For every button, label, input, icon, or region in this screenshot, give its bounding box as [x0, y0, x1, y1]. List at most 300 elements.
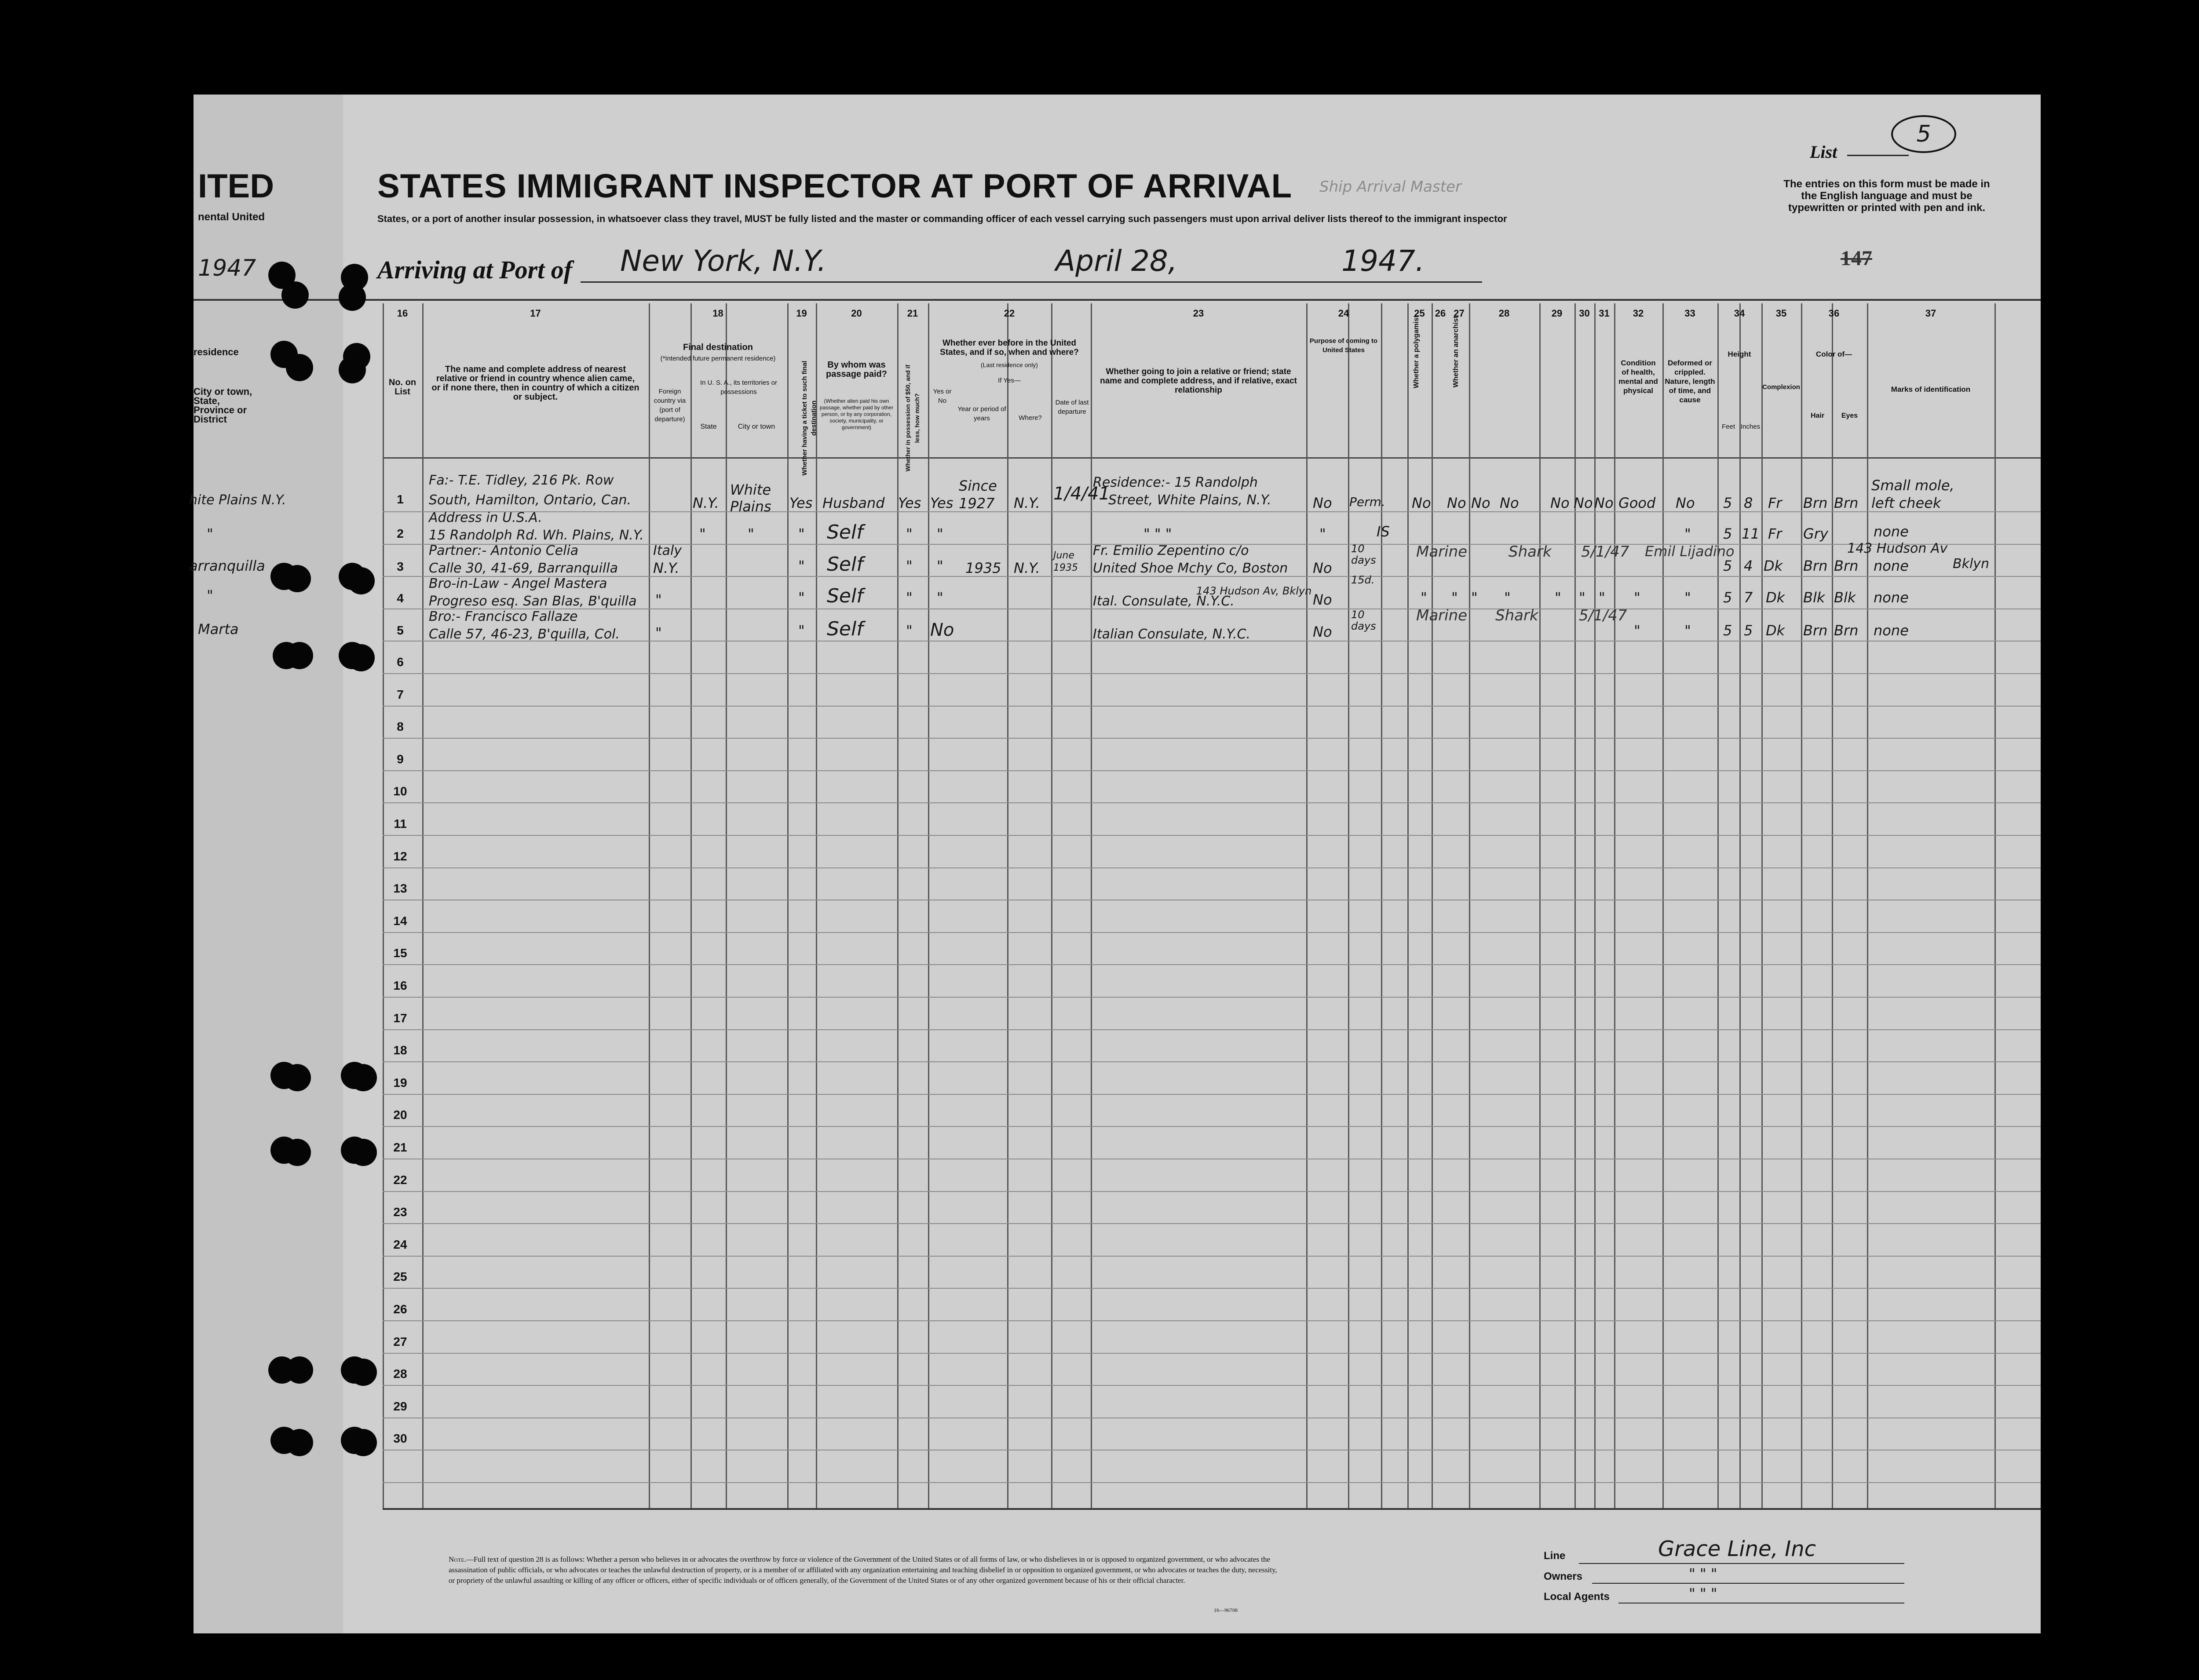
hair-cell: Brn: [1803, 558, 1828, 574]
residence-cell: ": [207, 587, 213, 604]
col-number: 24: [1338, 308, 1349, 319]
footer-note-label: Note.—: [449, 1555, 474, 1563]
col30-cell: 5/1/47: [1579, 607, 1627, 624]
row-rule: [383, 1256, 2041, 1257]
col-line: [1801, 303, 1802, 1508]
faint-scribble: Ship Arrival Master: [1319, 178, 1461, 196]
relative-cell: Bro-in-Law - Angel Mastera: [429, 576, 607, 591]
health-cell: ": [1634, 589, 1640, 606]
health-cell: Good: [1618, 495, 1656, 511]
deformed-cell: ": [1684, 525, 1691, 542]
perm-cell: 10 days: [1351, 609, 1376, 632]
col-number: 23: [1193, 308, 1204, 319]
row-rule: [383, 802, 2041, 803]
col-number: 22: [1004, 308, 1015, 319]
height-header: Height: [1728, 350, 1751, 358]
port-value: New York, N.Y.: [620, 244, 826, 278]
state-cell: ": [655, 591, 662, 608]
anarchist-header: Whether an anarchist: [1452, 316, 1460, 388]
list-label: List: [1810, 142, 1837, 162]
row-number: 14: [393, 914, 407, 928]
punch-hole: [350, 1139, 377, 1166]
row-number: 2: [397, 527, 404, 540]
row-number: 12: [393, 849, 407, 863]
col-line: [1867, 303, 1868, 1508]
row-rule: [383, 1223, 2041, 1224]
year-left: 1947: [198, 255, 256, 281]
col-number: 21: [907, 308, 918, 319]
row-rule: [383, 1482, 2041, 1483]
join-cell-line2: United Shoe Mchy Co, Boston: [1093, 561, 1288, 576]
arriving-label: Arriving at Port of: [377, 255, 573, 284]
ticket-cell: ": [798, 525, 805, 542]
row-rule: [383, 576, 2041, 577]
health-cell: ": [1634, 622, 1640, 639]
complexion-cell: Fr: [1768, 495, 1782, 511]
col31-cell: No: [1594, 495, 1614, 511]
purpose-cell: No: [1313, 495, 1332, 511]
sheet-number: 147: [1841, 247, 1872, 270]
marks-cell: none: [1874, 589, 1909, 606]
final-destination-sub: (*Intended future permanent residence): [660, 355, 776, 362]
complexion-cell: Dk: [1766, 589, 1785, 606]
row-number: 27: [393, 1335, 407, 1348]
join-cell-line2: Street, White Plains, N.Y.: [1108, 492, 1271, 508]
marks-cell: Small mole,: [1871, 477, 1954, 494]
purpose-header: Purpose of coming to United States: [1309, 337, 1378, 354]
col26-cell: No: [1447, 495, 1466, 511]
owners-value: " " ": [1689, 1565, 1717, 1582]
punch-hole: [350, 1429, 377, 1456]
row-number: 6: [397, 655, 404, 669]
hair-cell: Gry: [1803, 525, 1828, 542]
col-line: [816, 303, 817, 1508]
ticket-cell: ": [798, 558, 805, 574]
color-of-header: Color of—: [1815, 350, 1852, 358]
col-number: 16: [397, 308, 408, 319]
passage-cell: Self: [827, 553, 863, 576]
col-line: [1539, 303, 1541, 1508]
ever-before-cell: ": [937, 558, 943, 574]
punch-hole: [281, 281, 309, 309]
col-line: [1469, 303, 1470, 1508]
relative-cell: Partner:- Antonio Celia: [429, 543, 579, 558]
row-rule: [383, 997, 2041, 998]
left-fragment: nental United: [198, 211, 265, 223]
col-line: [1306, 303, 1308, 1508]
perm-cell: IS: [1377, 523, 1390, 540]
row-rule: [383, 1126, 2041, 1127]
line-value: Grace Line, Inc: [1658, 1537, 1816, 1561]
row-rule: [383, 1191, 2041, 1192]
col29-cell: ": [1555, 589, 1561, 606]
join-cell: Italian Consulate, N.Y.C.: [1093, 627, 1251, 642]
punch-hole: [286, 1356, 313, 1384]
row-rule: [383, 770, 2041, 771]
col-line: [1348, 303, 1349, 1508]
row-number: 3: [397, 560, 404, 573]
foreign-country-header: Foreign country via (port of departure): [654, 388, 686, 423]
where-header: Where?: [1019, 414, 1042, 422]
deformed-header: Deformed or crippled. Nature, length of time, and cause: [1665, 359, 1715, 404]
col28-cell: Shark: [1495, 607, 1538, 624]
col-line: [383, 303, 384, 1508]
residence-cell: ": [207, 525, 213, 542]
hair-cell: Brn: [1803, 495, 1828, 511]
feet-cell: 5: [1723, 558, 1732, 574]
punch-hole: [350, 1064, 377, 1091]
ticket-cell: ": [798, 622, 805, 639]
col-number: 19: [796, 308, 807, 319]
inches-cell: 7: [1744, 589, 1753, 606]
punch-hole: [286, 354, 313, 381]
arriving-underline: [581, 281, 1482, 283]
col-line: [1739, 303, 1741, 1508]
perm-cell: Perm.: [1349, 495, 1385, 509]
feet-cell: 5: [1723, 589, 1732, 606]
row-rule: [383, 706, 2041, 707]
col-line: [1051, 303, 1052, 1508]
row-number: 15: [393, 946, 407, 960]
complexion-cell: Dk: [1766, 622, 1785, 639]
col28-cell: No: [1500, 495, 1519, 511]
punch-hole: [284, 1064, 311, 1091]
join-cell: Residence:- 15 Randolph: [1093, 475, 1258, 490]
health-cell: Emil Lijadino: [1645, 543, 1735, 560]
col-number: 34: [1734, 308, 1745, 319]
if-yes-header: If Yes—: [998, 377, 1021, 384]
col-line: [690, 303, 692, 1508]
passage-cell: Self: [827, 585, 863, 607]
line-label: Line: [1544, 1550, 1566, 1562]
list-underline: [1847, 155, 1909, 156]
condition-header: Condition of health, mental and physical: [1618, 359, 1658, 395]
money-cell: ": [906, 622, 913, 639]
complexion-header: Complexion: [1762, 383, 1800, 391]
residence-header: residence: [194, 346, 239, 357]
state-cell: N.Y.: [653, 560, 679, 576]
owners-underline: [1592, 1583, 1904, 1584]
col-line: [1832, 303, 1833, 1508]
entries-note: The entries on this form must be made in the English language and must be typewritten or printed with pen and ink.: [1783, 178, 1990, 214]
final-destination-header: Final destination: [683, 343, 753, 352]
perm-cell: 10 days: [1351, 543, 1376, 566]
passage-cell: Self: [827, 618, 863, 640]
row-number: 4: [397, 591, 404, 605]
col25-cell: Marine: [1416, 543, 1468, 561]
punch-hole: [339, 356, 366, 383]
row-number: 5: [397, 623, 404, 637]
col27-cell: ": [1471, 589, 1478, 606]
row-number: 23: [393, 1205, 407, 1219]
col-number: 25: [1414, 308, 1425, 319]
marks-cell: none: [1874, 523, 1909, 540]
years-cell: 1935: [965, 560, 1001, 576]
relative-cell-line2: 15 Randolph Rd. Wh. Plains, N.Y.: [429, 528, 644, 543]
money-header: Whether in possession of $50, and if less, how much?: [904, 364, 921, 472]
row-number: 11: [394, 817, 407, 831]
feet-cell: 5: [1723, 525, 1732, 542]
row-number: 10: [393, 784, 407, 798]
col-line: [1614, 303, 1615, 1508]
col31-cell: ": [1599, 589, 1605, 606]
marks-cell-line2: none: [1874, 558, 1909, 574]
hair-cell: Blk: [1803, 589, 1825, 606]
col-number: 26: [1435, 308, 1446, 319]
hair-cell: Brn: [1803, 622, 1828, 639]
col-line: [1432, 303, 1433, 1508]
money-cell: ": [906, 558, 913, 574]
feet-cell: 5: [1723, 495, 1732, 511]
date-departure-header: Date of last departure: [1055, 399, 1089, 415]
relative-cell-line2: South, Hamilton, Ontario, Can.: [429, 492, 632, 508]
yes-no-header: Yes or No: [933, 388, 952, 405]
row-rule: [383, 964, 2041, 965]
row-number: 20: [393, 1108, 407, 1122]
eyes-cell: Blk: [1834, 589, 1856, 606]
date-value: April 28,: [1056, 244, 1177, 278]
state-cell: N.Y.: [693, 495, 719, 511]
punch-hole: [339, 284, 366, 311]
year-period-header: Year or period of years: [957, 405, 1006, 422]
ticket-cell: ": [798, 589, 805, 606]
col30-cell: No: [1574, 495, 1593, 511]
marks-cell-line2: left cheek: [1871, 495, 1941, 511]
relative-cell: Address in U.S.A.: [429, 510, 542, 525]
col26-cell: ": [1451, 589, 1458, 606]
col-line: [1594, 303, 1596, 1508]
row-rule: [383, 1353, 2041, 1354]
last-residence-note: (Last residence only): [981, 361, 1038, 368]
form-code: 16—96708: [1214, 1607, 1238, 1613]
row-rule: [383, 1029, 2041, 1030]
residence-cell: Marta: [198, 621, 239, 638]
col-number: 31: [1599, 308, 1610, 319]
col-line: [1407, 303, 1409, 1508]
row-number: 25: [393, 1270, 407, 1283]
agents-value: " " ": [1689, 1585, 1717, 1602]
money-cell: Yes: [898, 495, 921, 511]
where-cell: N.Y.: [1014, 495, 1040, 511]
deformed-cell: ": [1684, 589, 1691, 606]
deformed-cell: No: [1676, 495, 1695, 511]
city-cell: White Plains: [730, 481, 771, 515]
foreign-country-cell: Italy: [653, 543, 682, 558]
feet-header: Feet: [1721, 423, 1735, 430]
state-cell: ": [655, 624, 662, 641]
agents-label: Local Agents: [1544, 1591, 1610, 1603]
row-rule: [383, 511, 2041, 512]
col-number: 29: [1551, 308, 1563, 319]
col-line: [787, 303, 789, 1508]
hair-header: Hair: [1810, 412, 1825, 419]
col25-cell: Marine: [1416, 607, 1468, 624]
punch-hole: [286, 1429, 313, 1456]
passage-cell: Husband: [822, 495, 885, 511]
col-line: [897, 303, 899, 1508]
col28-cell: ": [1504, 589, 1511, 606]
money-cell: ": [906, 525, 913, 542]
marks-header: Marks of identification: [1891, 385, 1971, 394]
inches-cell: 8: [1744, 495, 1753, 511]
join-cell-extra: 143 Hudson Av, Bklyn: [1196, 585, 1312, 597]
col-line: [1662, 303, 1664, 1508]
footer-note-text: Full text of question 28 is as follows: Whether a person who believes in or advocates the overthrow by force or violence of the Government of the United States or of all forms of law, or who disbelieves in or is opposed to organized government, or who advocates the assassination of public officials, or who advocates or teaches the unlawful destruction of property, or is a member of or affiliated with any organization entertaining and teaching disbelief in or opposition to organized government, or who advocates or teaches the duty, necessity, or propriety of the unlawful assaulting or killing of any officer or officers, either of specific individuals or of officers generally, of the Government of the United States or of any other organized government because of his or their official character.: [449, 1555, 1277, 1585]
complexion-cell: Dk: [1764, 558, 1783, 574]
row-rule: [383, 835, 2041, 836]
list-number: 5: [1891, 115, 1956, 153]
deformed-cell: ": [1684, 622, 1691, 639]
row-rule: [383, 1288, 2041, 1289]
instruction-text: States, or a port of another insular possession, in whatsoever class they travel, MUST be fully listed and the master or commanding officer of each vessel carrying such passengers must upon arrival deliver lists thereof to the immigrant inspector: [377, 213, 1507, 224]
residence-cell: arranquilla: [189, 558, 265, 574]
years-cell: Since 1927: [959, 477, 997, 512]
eyes-cell: Brn: [1834, 558, 1859, 574]
col-line: [726, 303, 727, 1508]
ever-before-cell: ": [937, 589, 943, 606]
col28-cell: Shark: [1509, 543, 1552, 561]
col-number: 33: [1684, 308, 1695, 319]
year-value: 1947.: [1341, 244, 1425, 278]
relative-cell: Fa:- T.E. Tidley, 216 Pk. Row: [429, 473, 614, 488]
punch-hole: [347, 644, 375, 671]
row-number: 29: [393, 1399, 407, 1413]
col-line: [1994, 303, 1996, 1508]
col-number: 28: [1498, 308, 1510, 319]
row-rule: [383, 867, 2041, 868]
city-cell: ": [748, 525, 754, 542]
residence-cell: hite Plains N.Y.: [189, 492, 286, 508]
eyes-header: Eyes: [1841, 412, 1858, 419]
feet-cell: 5: [1723, 622, 1732, 639]
page-title: STATES IMMIGRANT INSPECTOR AT PORT OF ARRIVAL: [377, 168, 1293, 205]
row-number: 24: [393, 1238, 407, 1251]
row-rule: [383, 738, 2041, 739]
footer-note: [449, 1554, 1284, 1586]
ticket-header: Whether having a ticket to such final destination: [801, 361, 818, 476]
relative-cell: Bro:- Francisco Fallaze: [429, 609, 578, 624]
col-number: 35: [1775, 308, 1787, 319]
col30-cell: ": [1579, 589, 1585, 606]
eyes-cell: Brn: [1834, 495, 1859, 511]
table-bottom-rule: [383, 1508, 2041, 1510]
col-line: [1381, 303, 1382, 1508]
col-number: 27: [1454, 308, 1465, 319]
row-number: 7: [397, 688, 404, 701]
eyes-cell: Brn: [1834, 622, 1859, 639]
punch-hole: [286, 642, 313, 669]
ever-before-cell: Yes: [930, 495, 953, 511]
table-top-rule: [194, 299, 2041, 301]
col-line: [1761, 303, 1763, 1508]
row-number: 30: [393, 1432, 407, 1445]
row-rule: [383, 1094, 2041, 1095]
row-number: 17: [393, 1011, 407, 1025]
ever-before-cell: ": [937, 525, 943, 542]
row-number: 28: [393, 1367, 407, 1381]
col29-cell: No: [1550, 495, 1570, 511]
owners-label: Owners: [1544, 1571, 1583, 1582]
col-number: 18: [712, 308, 723, 319]
col-line: [1574, 303, 1576, 1508]
col25-cell: ": [1421, 589, 1427, 606]
city-header: City or town, State, Province or District: [194, 386, 252, 425]
col-line: [928, 303, 929, 1508]
row-number: 13: [393, 882, 407, 895]
row-rule: [383, 1385, 2041, 1386]
row-number: 26: [393, 1302, 407, 1316]
state-cell: ": [699, 525, 706, 542]
col-number: 36: [1828, 308, 1840, 319]
complexion-cell: Fr: [1768, 525, 1782, 542]
purpose-cell: ": [1319, 525, 1326, 542]
marks-cell: 143 Hudson Av: [1847, 541, 1948, 556]
row-number: 16: [393, 979, 407, 992]
row-number: 21: [393, 1141, 407, 1154]
col25-cell: No: [1412, 495, 1431, 511]
join-cell: " " ": [1143, 525, 1172, 542]
purpose-cell: No: [1313, 560, 1332, 576]
money-cell: ": [906, 589, 913, 606]
row-rule: [383, 673, 2041, 674]
line-underline: [1579, 1563, 1904, 1564]
col-line: [1007, 303, 1008, 1508]
col-number: 20: [851, 308, 862, 319]
col-line: [422, 303, 424, 1508]
passage-paid-header: By whom was passage paid?: [826, 360, 887, 379]
col-number: 37: [1925, 308, 1936, 319]
ticket-cell: Yes: [789, 495, 813, 511]
relative-cell-line2: Calle 30, 41-69, Barranquilla: [429, 561, 618, 576]
city-or-town-header: City or town: [738, 423, 775, 430]
join-cell: Fr. Emilio Zepentino c/o: [1093, 543, 1249, 558]
marks-cell-line3: Bklyn: [1953, 556, 1990, 572]
state-header: State: [700, 423, 717, 430]
header-bottom-rule: [383, 457, 2041, 459]
col-line: [1717, 303, 1719, 1508]
col-number: 30: [1579, 308, 1590, 319]
manifest-sheet: [194, 95, 2041, 1633]
col30-cell: 5/1/47: [1581, 543, 1629, 561]
punch-hole: [347, 567, 375, 594]
no-on-list-header: No. on List: [388, 378, 416, 397]
where-cell: N.Y.: [1014, 560, 1040, 576]
nearest-relative-header: The name and complete address of nearest relative or friend in country whence alien came, or if none there, then in country of which a citizen or subject.: [431, 364, 639, 402]
row-number: 19: [393, 1076, 407, 1090]
relative-cell-line2: Progreso esq. San Blas, B'quilla: [429, 594, 637, 609]
punch-hole: [284, 565, 311, 592]
col-line: [649, 303, 650, 1508]
col-number: 17: [530, 308, 541, 319]
passage-cell: Self: [827, 521, 863, 543]
inches-cell: 5: [1744, 622, 1753, 639]
purpose-cell: No: [1313, 623, 1332, 640]
inches-header: Inches: [1740, 423, 1761, 430]
row-number: 18: [393, 1043, 407, 1057]
departure-cell: 1/4/41: [1053, 484, 1110, 504]
joining-header: Whether going to join a relative or friend; state name and complete address, and if relative, exact relationship: [1100, 367, 1297, 395]
join-cell: Ital. Consulate, N.Y.C.: [1093, 594, 1235, 609]
relative-cell-line2: Calle 57, 46-23, B'quilla, Col.: [429, 627, 620, 642]
punch-hole: [284, 1139, 311, 1166]
col27-cell: No: [1471, 495, 1490, 511]
row-number: 9: [397, 752, 404, 766]
inches-cell: 11: [1742, 525, 1760, 542]
in-usa-header: In U. S. A., its territories or possessions: [700, 379, 778, 396]
marks-cell: none: [1874, 622, 1909, 639]
perm-cell: 15d.: [1351, 574, 1375, 586]
polygamist-header: Whether a polygamist: [1413, 315, 1420, 389]
